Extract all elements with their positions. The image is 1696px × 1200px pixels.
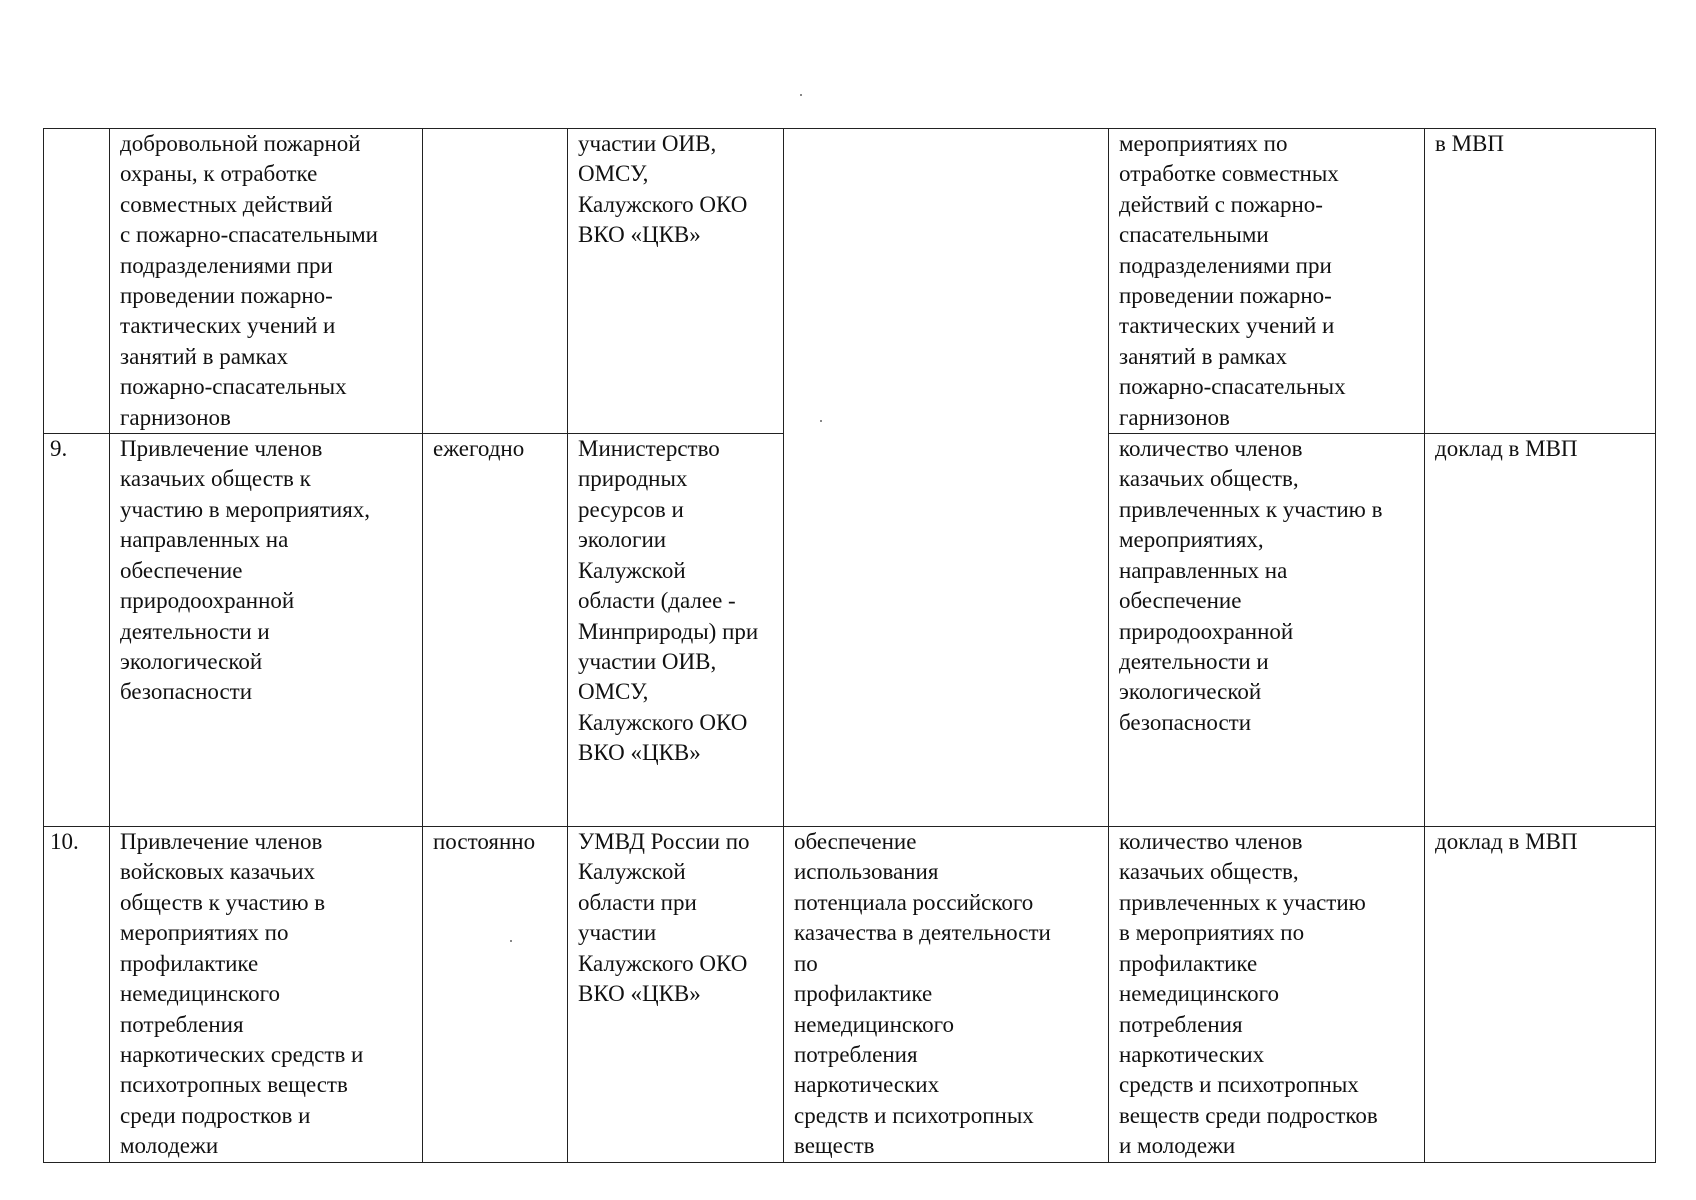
goal-cell-merged [784,129,1109,827]
report-cell: доклад в МВП [1425,434,1656,827]
term-cell: постоянно [423,827,568,1163]
executor-cell: УМВД России по Калужской области при участии Калужского ОКО ВКО «ЦКВ» [568,827,784,1163]
table-row [44,129,1656,434]
events-table [43,128,1656,1163]
result-cell: количество членов казачьих обществ, привлеченных к участию в мероприятиях по профилактике немедицинского потребления наркотических средств и психотропных веществ среди подростков и молодежи [1109,827,1425,1163]
term-cell: ежегодно [423,434,568,827]
event-cell: Привлечение членов войсковых казачьих обществ к участию в мероприятиях по профилактике немедицинского потребления наркотических средств и психотропных веществ среди подростков и молодежи [110,827,423,1163]
row-number: 9. [44,434,110,827]
table-row [44,827,1656,1163]
result-cell: мероприятиях по отработке совместных действий с пожарно- спасательными подразделениями при проведении пожарно- тактических учений и занятий в рамках пожарно-спасательных гарнизонов [1109,129,1425,434]
row-number [44,129,110,434]
goal-cell: обеспечение использования потенциала российского казачества в деятельности по профилактике немедицинского потребления наркотических средств и психотропных веществ [784,827,1109,1163]
term-cell [423,129,568,434]
event-cell: Привлечение членов казачьих обществ к участию в мероприятиях, направленных на обеспечение природоохранной деятельности и экологической безопасности [110,434,423,827]
result-cell: количество членов казачьих обществ, привлеченных к участию в мероприятиях, направленных на обеспечение природоохранной деятельности и экологической безопасности [1109,434,1425,827]
scan-speck [800,94,802,96]
report-cell: доклад в МВП [1425,827,1656,1163]
event-cell: добровольной пожарной охраны, к отработке совместных действий с пожарно-спасательными подразделениями при проведении пожарно- тактических учений и занятий в рамках пожарно-спасательных гарнизонов [110,129,423,434]
executor-cell: Министерство природных ресурсов и экологии Калужской области (далее - Минприроды) при участии ОИВ, ОМСУ, Калужского ОКО ВКО «ЦКВ» [568,434,784,827]
row-number: 10. [44,827,110,1163]
report-cell: в МВП [1425,129,1656,434]
executor-cell: участии ОИВ, ОМСУ, Калужского ОКО ВКО «ЦКВ» [568,129,784,434]
